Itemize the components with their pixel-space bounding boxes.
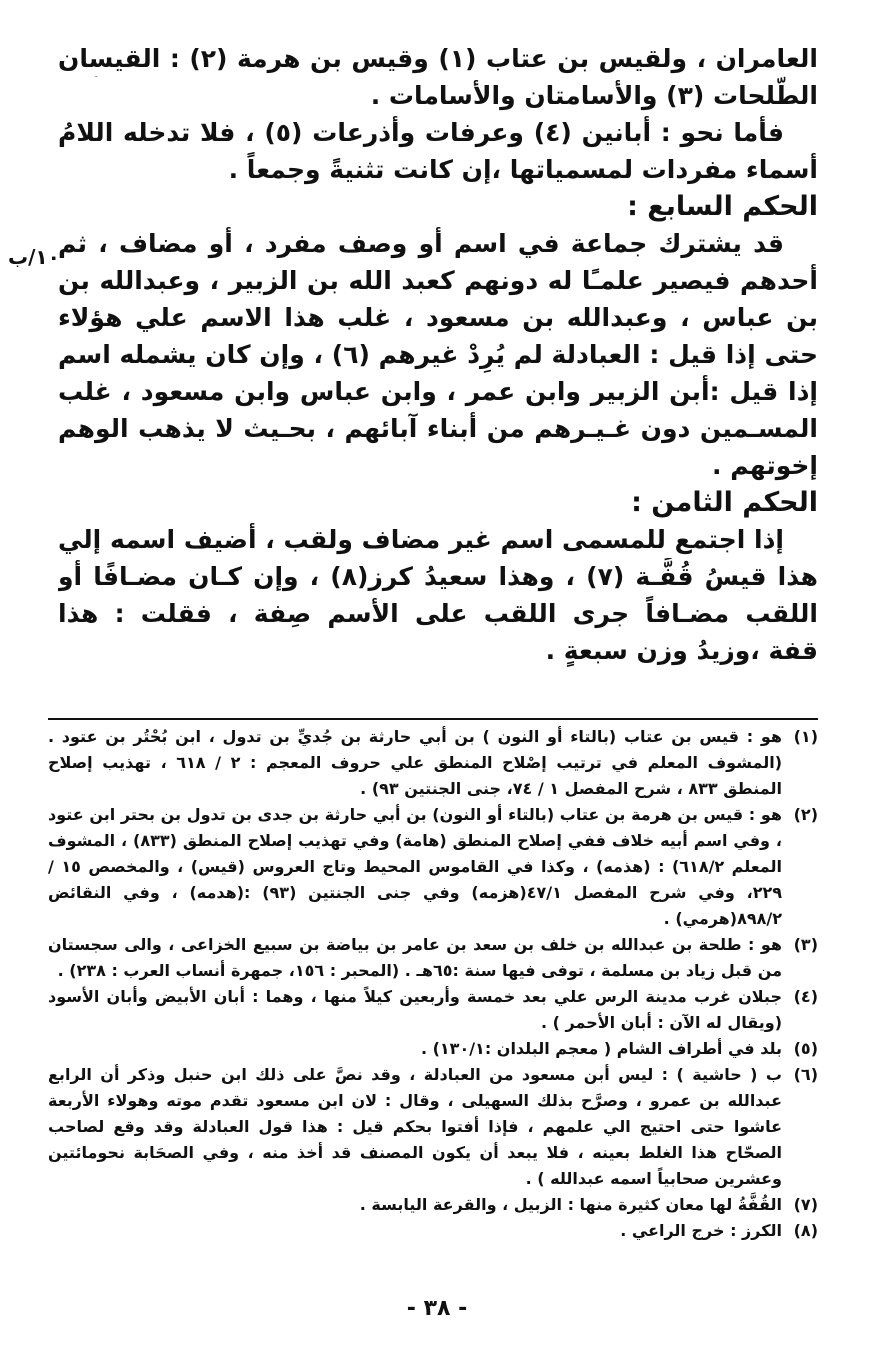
text-line: أسماء مفردات لمسمياتها ،إن كانت تثنيةً وجمعاً . <box>228 155 818 184</box>
text-line: الطّلحات (٣) والأسامتان والأسامات . <box>370 81 818 110</box>
footnote-number: (١) <box>793 727 818 746</box>
footnote <box>48 802 818 932</box>
text-line: أحدهم فيصير علمـًا له دونهم كعبد الله بن الزبير ، وعبدالله بن <box>58 266 818 295</box>
text-line: اللقب مضـافاً جرى اللقب على الأسم صِفة ، فقلت : هذا <box>58 599 818 628</box>
footnote <box>48 724 818 802</box>
text-line: إخوتهم . <box>712 451 818 480</box>
section-heading-seventh: الحكم السابع : <box>627 191 818 222</box>
footnote-number: (٥) <box>793 1039 818 1058</box>
footnote <box>48 1036 818 1062</box>
text-line: العامران ، ولقيس بن عتاب (١) وقيس بن هرمة (٢) : القيسان <box>58 44 818 73</box>
text-line: حتى إذا قيل : العبادلة لم يُرِدْ غيرهم (٦) ، وإن كان يشمله اسم <box>58 340 818 369</box>
footnote-number: (٦) <box>793 1065 818 1084</box>
footnote-text: بلد في أطراف الشام ( معجم البلدان :١٣٠/١) . <box>420 1039 782 1058</box>
footnote-number: (٨) <box>793 1221 818 1240</box>
footnote-number: (٧) <box>793 1195 818 1214</box>
footnote-text: جبلان غرب مدينة الرس علي بعد خمسة وأربعين كيلاً منها ، وهما : أبان الأبيض وأبان الأسود (ويقال له الآن : أبان الأحمر ) . <box>48 987 782 1032</box>
footnote <box>48 1062 818 1192</box>
footnote-text: هو : قيس بن هرمة بن عتاب (بالتاء أو النون) بن أبي حارثة بن جدى بن تدول بن بحتر ابن عتود ، وفي اسم أبيه خلاف ففي إصلاح المنطق (هامة) وفي تهذيب إصلاح المنطق (٨٣٣) ، المشوف المعلم ٦١٨/٢) : (هذمه) ، وكذا في القاموس المحيط وتاج العروس (قيس) ، والمخصص ١٥ / ٢٢٩، وفي شرح المفصل ٤٧/١(هزمه) وفي جنى الجنتين (٩٣) :(هدمه) ، وفي النقائض ٨٩٨/٢(هرمي) . <box>48 805 783 928</box>
footnote-text: هو : قيس بن عتاب (بالتاء أو النون ) بن أبي حارثة بن جُديِّ بن تدول ، ابن بُحْتُر بن عتود . (المشوف المعلم في ترتيب إصْلاح المنطق علي حروف المعجم : ٢ / ٦١٨ ، تهذيب إصلاح المنطق ٨٣٣ ، شرح المفصل ١ / ٧٤، جنى الجنتين ٩٣) . <box>48 727 783 798</box>
footnotes <box>48 724 818 1244</box>
text-line: قفة ،وزيدُ وزن سبعةٍ . <box>545 636 818 665</box>
text-line: بن عباس ، وعبدالله بن مسعود ، غلب هذا الاسم علي هؤلاء <box>58 303 818 332</box>
text-line: إذا قيل :أبن الزبير وابن عمر ، وابن عباس وابن مسعود ، غلب <box>58 377 818 406</box>
main-text <box>58 40 818 669</box>
footnote <box>48 1192 818 1218</box>
footnote-text: القُفَّةُ لها معان كثيرة منها : الزبيل ، والقرعة اليابسة . <box>359 1195 782 1214</box>
footnote <box>48 984 818 1036</box>
footnote-text: الكرز : خرج الراعي . <box>620 1221 782 1240</box>
footnote <box>48 932 818 984</box>
footnote-number: (٤) <box>793 987 818 1006</box>
text-line: فأما نحو : أبانين (٤) وعرفات وأذرعات (٥) ، فلا تدخله اللامُ <box>58 118 784 147</box>
footnote <box>48 1218 818 1244</box>
text-line: المسـمين دون غـيـرهم من أبناء آبائهم ، بحـيث لا يذهب الوهم <box>58 414 818 443</box>
text-line: هذا قيسُ قُفَّـة (٧) ، وهذا سعيدُ كرز(٨) ، وإن كـان مضـافًا أو <box>58 562 818 591</box>
text-line: قد يشترك جماعة في اسم أو وصف مفرد ، أو مضاف ، ثم <box>58 229 784 258</box>
footnote-text: ب ( حاشية ) : ليس أبن مسعود من العبادلة ، وقد نصَّ على ذلك ابن حنبل وذكر أن الرابع عبدالله بن عمرو ، وصرَّح بذلك السهيلى ، وقال : لان ابن مسعود تقدم موته وهولاء الأربعة عاشوا حتى احتيج الي علمهم ، فإذا أفتوا بحكم قيل : هذا قول العبادلة وقد وقع لصاحب الصحّاح هذا الغلط بعينه ، فلا يبعد أن يكون المصنف قد أخذ منه ، وفي الصحَابة نحومائتين وعشرين صحابياً اسمه عبدالله ) . <box>48 1065 782 1188</box>
manuscript-folio-marker: ١٠/ب <box>8 245 60 269</box>
footnote-text: هو : طلحة بن عبدالله بن خلف بن سعد بن عامر بن بياضة بن سبيع الخزاعى ، والى سجستان من قبل زياد بن مسلمة ، توفى فيها سنة :٦٥هـ . (المحبر : ١٥٦، جمهرة أنساب العرب : ٢٣٨) . <box>48 935 782 980</box>
section-heading-eighth: الحكم الثامن : <box>631 487 818 518</box>
page-number: - ٣٨ - <box>406 1296 468 1321</box>
text-line: إذا اجتمع للمسمى اسم غير مضاف ولقب ، أضيف اسمه إلي <box>58 525 784 554</box>
footnote-number: (٢) <box>793 805 818 824</box>
footnote-number: (٣) <box>793 935 818 954</box>
footnote-separator <box>48 718 818 720</box>
